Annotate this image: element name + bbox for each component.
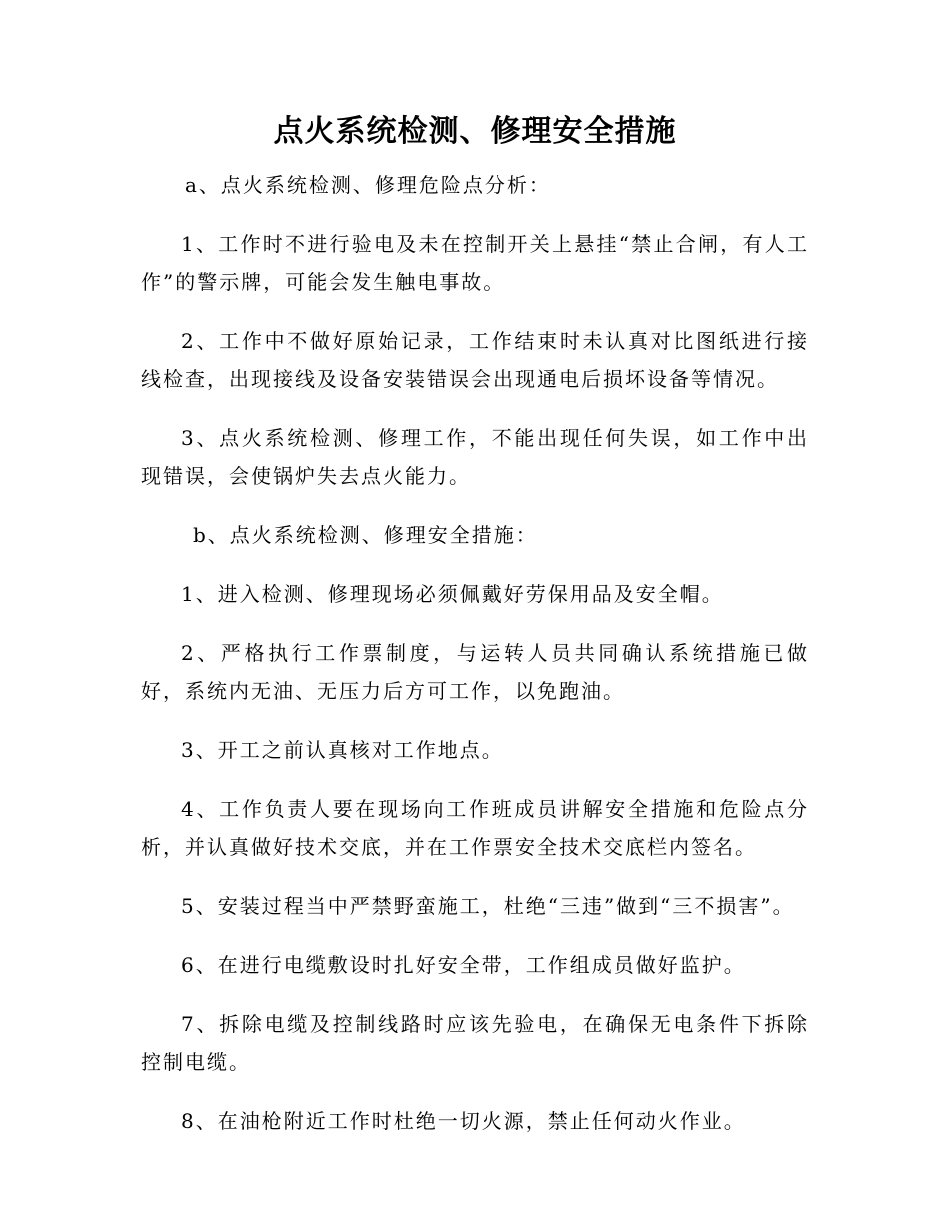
measure-item-2: 2、严格执行工作票制度，与运转人员共同确认系统措施已做好，系统内无油、无压力后方可工作，以免跑油。 — [141, 641, 809, 703]
measure-item-8: 8、在油枪附近工作时杜绝一切火源，禁止任何动火作业。 — [181, 1109, 746, 1133]
section-heading-a: a、点火系统检测、修理危险点分析： — [185, 173, 551, 197]
document-body — [141, 166, 809, 1161]
measure-item-5: 5、安装过程当中严禁野蛮施工，杜绝“三违”做到“三不损害”。 — [181, 894, 795, 918]
risk-item-1: 1、工作时不进行验电及未在控制开关上悬挂“禁止合闸，有人工作”的警示牌，可能会发生触电事故。 — [141, 232, 809, 294]
measure-item-1: 1、进入检测、修理现场必须佩戴好劳保用品及安全帽。 — [181, 582, 724, 606]
measure-item-4: 4、工作负责人要在现场向工作班成员讲解安全措施和危险点分析，并认真做好技术交底，并在工作票安全技术交底栏内签名。 — [141, 797, 809, 859]
page-title: 点火系统检测、修理安全措施 — [273, 114, 677, 149]
section-heading-b: b、点火系统检测、修理安全措施： — [193, 523, 538, 547]
measure-item-6: 6、在进行电缆敷设时扎好安全带，工作组成员做好监护。 — [181, 953, 746, 977]
measure-item-7: 7、拆除电缆及控制线路时应该先验电，在确保无电条件下拆除控制电缆。 — [141, 1012, 809, 1074]
risk-item-3: 3、点火系统检测、修理工作，不能出现任何失误，如工作中出现错误，会使锅炉失去点火能力。 — [141, 426, 809, 488]
risk-item-2: 2、工作中不做好原始记录，工作结束时未认真对比图纸进行接线检查，出现接线及设备安装错误会出现通电后损坏设备等情况。 — [141, 329, 809, 391]
measure-item-3: 3、开工之前认真核对工作地点。 — [181, 738, 504, 762]
